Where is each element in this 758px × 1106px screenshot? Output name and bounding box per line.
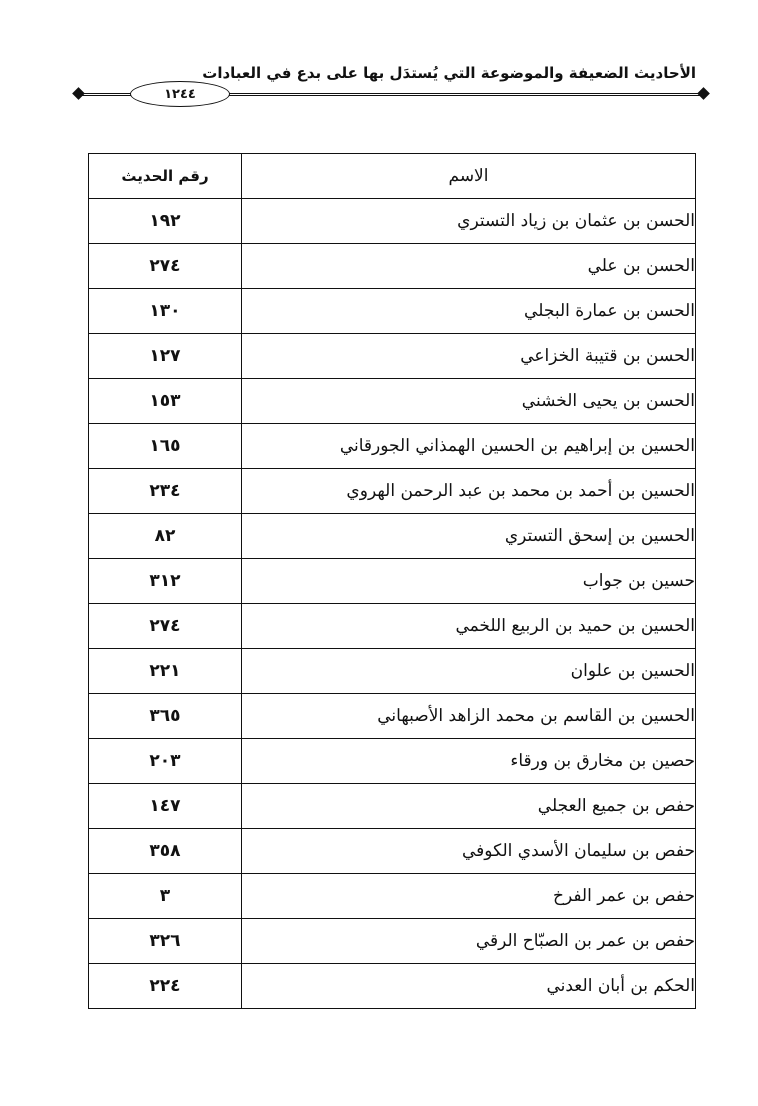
page-number: ١٢٤٤ xyxy=(130,81,230,107)
names-index-table xyxy=(88,153,696,1009)
hadith-number: ٢٢٤ xyxy=(89,964,242,1009)
narrator-name: الحسين بن القاسم بن محمد الزاهد الأصبهاني xyxy=(242,694,696,739)
narrator-name: حفص بن جميع العجلي xyxy=(242,784,696,829)
column-header-number: رقم الحديث xyxy=(89,154,242,199)
table-row xyxy=(89,424,696,469)
table-row xyxy=(89,739,696,784)
table-row xyxy=(89,964,696,1009)
hadith-number: ١٥٣ xyxy=(89,379,242,424)
diamond-ornament-icon xyxy=(72,87,85,100)
narrator-name: حفص بن عمر الفرخ xyxy=(242,874,696,919)
hadith-number: ١٤٧ xyxy=(89,784,242,829)
hadith-number: ٢٣٤ xyxy=(89,469,242,514)
table-row xyxy=(89,514,696,559)
table-row xyxy=(89,784,696,829)
narrator-name: الحسن بن يحيى الخشني xyxy=(242,379,696,424)
hadith-number: ٢٠٣ xyxy=(89,739,242,784)
table-header-row xyxy=(89,154,696,199)
hadith-number: ٣ xyxy=(89,874,242,919)
narrator-name: حفص بن سليمان الأسدي الكوفي xyxy=(242,829,696,874)
table-row xyxy=(89,604,696,649)
narrator-name: الحسين بن علوان xyxy=(242,649,696,694)
table-row xyxy=(89,874,696,919)
narrator-name: الحسين بن حميد بن الربيع اللخمي xyxy=(242,604,696,649)
hadith-number: ٨٢ xyxy=(89,514,242,559)
table-row xyxy=(89,289,696,334)
table-row xyxy=(89,694,696,739)
hadith-number: ٣٢٦ xyxy=(89,919,242,964)
hadith-number: ١٦٥ xyxy=(89,424,242,469)
table-row xyxy=(89,559,696,604)
table-row xyxy=(89,379,696,424)
narrator-name: الحكم بن أبان العدني xyxy=(242,964,696,1009)
narrator-name: الحسين بن أحمد بن محمد بن عبد الرحمن الهروي xyxy=(242,469,696,514)
column-header-name: الاسم xyxy=(242,154,696,199)
narrator-name: حفص بن عمر بن الصبّاح الرقي xyxy=(242,919,696,964)
hadith-number: ٢٧٤ xyxy=(89,244,242,289)
hadith-number: ١٩٢ xyxy=(89,199,242,244)
table-body xyxy=(89,199,696,1009)
hadith-number: ١٢٧ xyxy=(89,334,242,379)
narrator-name: الحسن بن عمارة البجلي xyxy=(242,289,696,334)
table-row xyxy=(89,199,696,244)
hadith-number: ٢٢١ xyxy=(89,649,242,694)
hadith-number: ١٣٠ xyxy=(89,289,242,334)
narrator-name: الحسين بن إبراهيم بن الحسين الهمذاني الجورقاني xyxy=(242,424,696,469)
narrator-name: الحسن بن قتيبة الخزاعي xyxy=(242,334,696,379)
table-row xyxy=(89,919,696,964)
narrator-name: الحسن بن عثمان بن زياد التستري xyxy=(242,199,696,244)
table-row xyxy=(89,649,696,694)
table-row xyxy=(89,334,696,379)
table-row xyxy=(89,244,696,289)
header-rule xyxy=(74,80,708,108)
hadith-number: ٣١٢ xyxy=(89,559,242,604)
narrator-name: الحسن بن علي xyxy=(242,244,696,289)
narrator-name: حصين بن مخارق بن ورقاء xyxy=(242,739,696,784)
table-row xyxy=(89,829,696,874)
narrator-name: الحسين بن إسحق التستري xyxy=(242,514,696,559)
hadith-number: ٢٧٤ xyxy=(89,604,242,649)
hadith-number: ٣٥٨ xyxy=(89,829,242,874)
table-row xyxy=(89,469,696,514)
diamond-ornament-icon xyxy=(697,87,710,100)
narrator-name: حسين بن جواب xyxy=(242,559,696,604)
running-header-title: الأحاديث الضعيفة والموضوعة التي يُستدَل بها على بدع في العبادات xyxy=(202,64,696,82)
hadith-number: ٣٦٥ xyxy=(89,694,242,739)
